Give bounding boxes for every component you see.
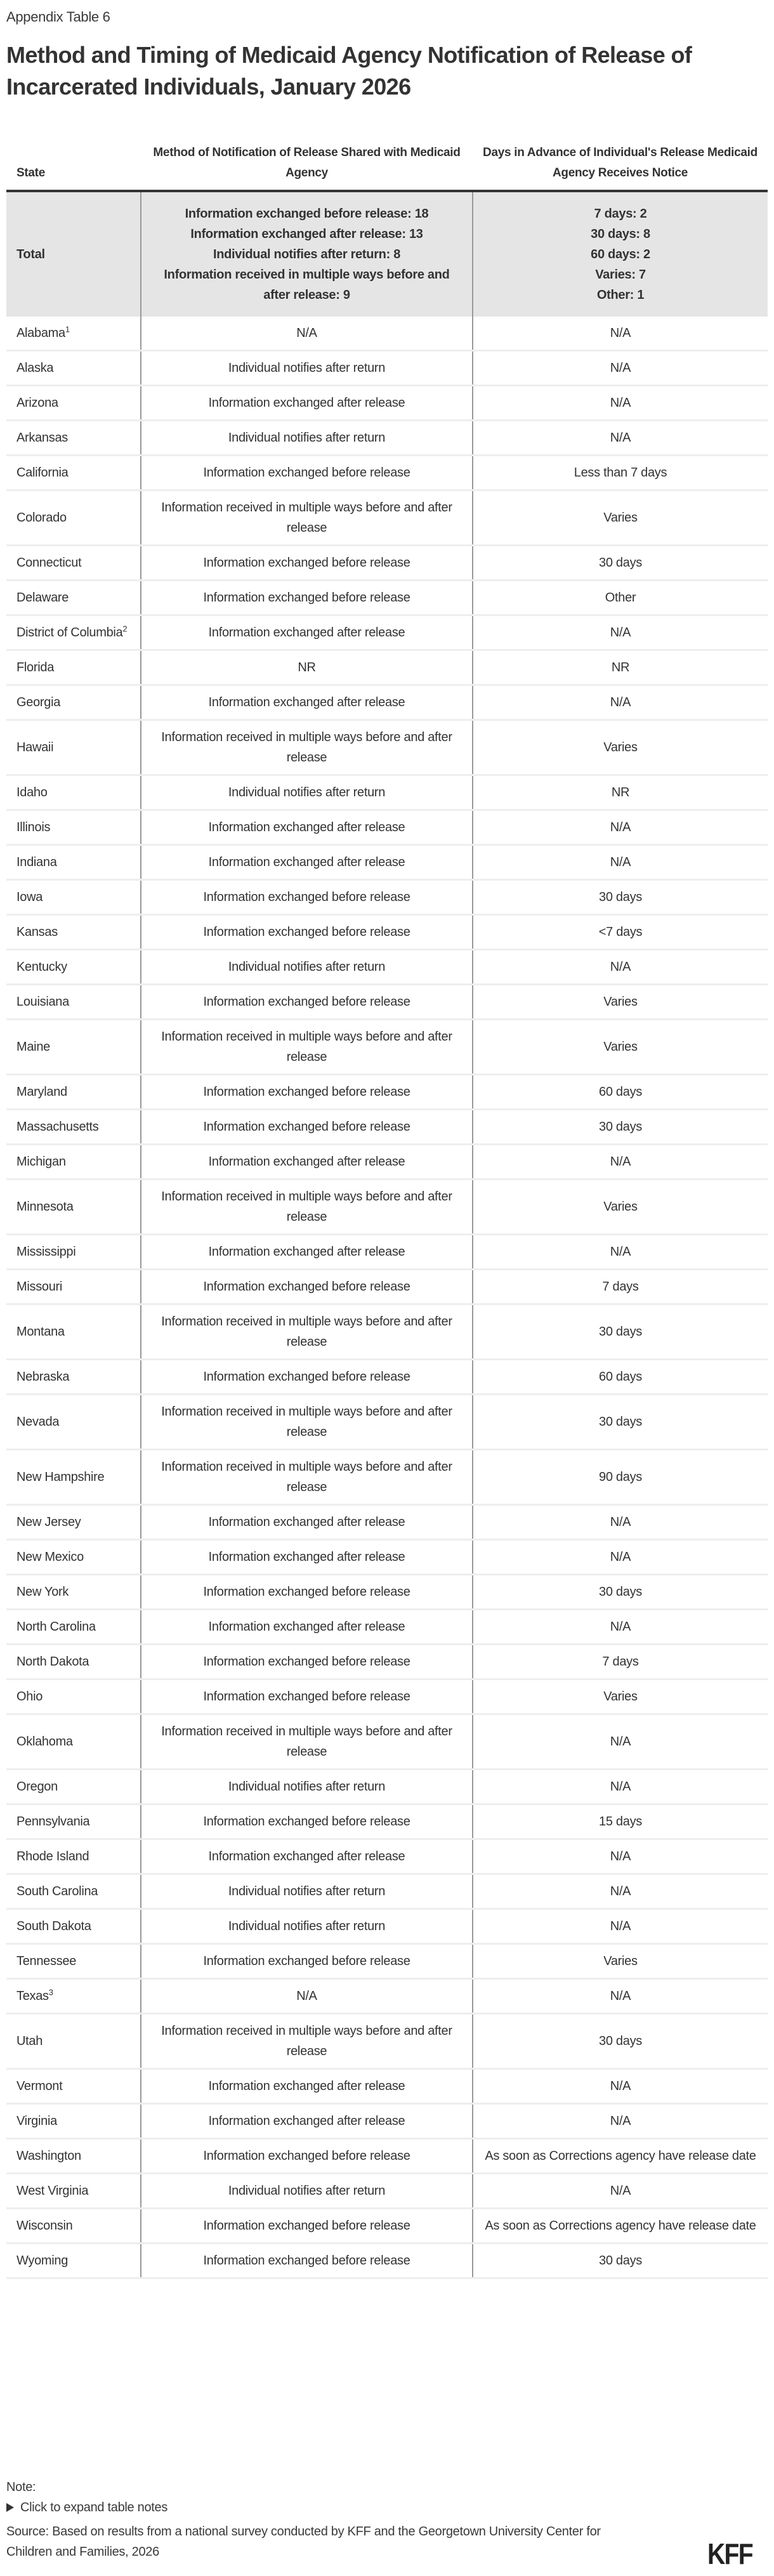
state-cell: [6, 810, 141, 845]
table-row: [6, 386, 768, 421]
state-cell: [6, 421, 141, 456]
method-cell: N/A: [141, 317, 473, 351]
state-name: Mississippi: [16, 1245, 76, 1259]
footnote-marker: 2: [122, 624, 128, 634]
days-cell: 60 days: [473, 1075, 768, 1110]
method-cell: Information exchanged before release: [141, 1360, 473, 1395]
state-name: Arizona: [16, 396, 58, 410]
state-cell: [6, 1450, 141, 1505]
total-method-line: Individual notifies after return: 8: [213, 247, 401, 261]
state-cell: [6, 1270, 141, 1304]
state-name: Oregon: [16, 1780, 58, 1794]
table-row: [6, 1714, 768, 1770]
method-cell: Information exchanged before release: [141, 1110, 473, 1145]
state-name: Ohio: [16, 1690, 43, 1704]
days-cell: N/A: [473, 685, 768, 720]
data-table: [6, 143, 768, 2279]
days-cell: 7 days: [473, 1645, 768, 1679]
state-name: Rhode Island: [16, 1850, 89, 1863]
table-row: [6, 845, 768, 880]
state-name: New Jersey: [16, 1515, 81, 1529]
table-row: [6, 1395, 768, 1450]
state-name: Maine: [16, 1040, 50, 1054]
state-name: Kentucky: [16, 960, 67, 974]
method-cell: Information exchanged before release: [141, 456, 473, 490]
state-cell: [6, 650, 141, 685]
table-row: [6, 985, 768, 1020]
total-method-line: Information received in multiple ways before and after release: 9: [164, 268, 450, 302]
days-cell: N/A: [473, 421, 768, 456]
state-cell: [6, 950, 141, 985]
state-cell: [6, 317, 141, 351]
state-name: Wyoming: [16, 2254, 69, 2268]
state-cell: [6, 1839, 141, 1874]
state-name: Arkansas: [16, 431, 68, 445]
state-name: Indiana: [16, 855, 57, 869]
table-row: [6, 1679, 768, 1714]
table-row: [6, 615, 768, 650]
state-cell: [6, 490, 141, 546]
state-cell: [6, 1944, 141, 1979]
days-cell: N/A: [473, 615, 768, 650]
method-cell: Individual notifies after return: [141, 2174, 473, 2209]
method-cell: Information exchanged before release: [141, 546, 473, 581]
table-row: [6, 351, 768, 386]
method-cell: Individual notifies after return: [141, 351, 473, 386]
total-days-cell: [473, 191, 768, 317]
days-cell: 7 days: [473, 1270, 768, 1304]
table-row: [6, 1075, 768, 1110]
days-cell: As soon as Corrections agency have release date: [473, 2209, 768, 2244]
state-name: Florida: [16, 660, 55, 674]
state-name: Louisiana: [16, 995, 69, 1009]
triangle-right-icon: [6, 2503, 14, 2512]
state-name: Maryland: [16, 1085, 67, 1099]
table-row: [6, 317, 768, 351]
total-method-line: Information exchanged after release: 13: [190, 227, 423, 241]
days-cell: N/A: [473, 2174, 768, 2209]
days-cell: As soon as Corrections agency have release date: [473, 2139, 768, 2174]
table-row: [6, 1304, 768, 1360]
state-name: Connecticut: [16, 556, 82, 570]
days-cell: 30 days: [473, 1110, 768, 1145]
total-days-line: Other: 1: [596, 288, 645, 302]
state-name: Alabama: [16, 326, 65, 340]
state-cell: [6, 2244, 141, 2278]
method-cell: Information exchanged before release: [141, 2139, 473, 2174]
state-cell: [6, 1180, 141, 1235]
days-cell: Less than 7 days: [473, 456, 768, 490]
method-cell: N/A: [141, 1979, 473, 2014]
method-cell: Information exchanged after release: [141, 2069, 473, 2104]
state-cell: [6, 1770, 141, 1804]
state-name: Illinois: [16, 820, 51, 834]
total-days-line: 60 days: 2: [591, 247, 650, 261]
method-cell: Information exchanged before release: [141, 1944, 473, 1979]
days-cell: N/A: [473, 1714, 768, 1770]
expand-table-notes-toggle[interactable]: [6, 2497, 768, 2518]
state-name: Idaho: [16, 785, 48, 799]
method-cell: Information exchanged before release: [141, 985, 473, 1020]
state-cell: [6, 1874, 141, 1909]
state-name: California: [16, 466, 69, 480]
state-cell: [6, 456, 141, 490]
state-name: North Carolina: [16, 1620, 96, 1634]
table-row: [6, 1610, 768, 1645]
table-row: [6, 581, 768, 615]
days-cell: N/A: [473, 2069, 768, 2104]
total-days-line: 7 days: 2: [594, 207, 647, 221]
days-cell: N/A: [473, 351, 768, 386]
table-row: [6, 1944, 768, 1979]
table-row: [6, 1979, 768, 2014]
method-cell: Information received in multiple ways before and after release: [141, 1020, 473, 1075]
table-row: [6, 880, 768, 915]
state-cell: [6, 1304, 141, 1360]
state-cell: [6, 1360, 141, 1395]
method-cell: Information exchanged before release: [141, 1575, 473, 1610]
state-cell: [6, 2209, 141, 2244]
state-cell: [6, 2014, 141, 2069]
state-cell: [6, 2139, 141, 2174]
state-cell: [6, 615, 141, 650]
state-cell: [6, 685, 141, 720]
state-name: Tennessee: [16, 1954, 77, 1968]
state-name: Nevada: [16, 1415, 60, 1429]
state-cell: [6, 1645, 141, 1679]
table-row: [6, 1575, 768, 1610]
state-name: Minnesota: [16, 1200, 74, 1214]
table-eyebrow: Appendix Table 6: [6, 9, 110, 25]
days-cell: 30 days: [473, 546, 768, 581]
days-cell: N/A: [473, 845, 768, 880]
state-name: Delaware: [16, 591, 69, 605]
state-cell: [6, 351, 141, 386]
table-row: [6, 1235, 768, 1270]
state-cell: [6, 2069, 141, 2104]
state-name: New York: [16, 1585, 69, 1599]
days-cell: 30 days: [473, 1395, 768, 1450]
state-cell: [6, 1979, 141, 2014]
state-cell: [6, 1804, 141, 1839]
method-cell: Individual notifies after return: [141, 775, 473, 810]
table-row: [6, 490, 768, 546]
method-cell: Information exchanged after release: [141, 1145, 473, 1180]
method-cell: Information received in multiple ways before and after release: [141, 490, 473, 546]
method-cell: Information exchanged after release: [141, 1610, 473, 1645]
days-cell: N/A: [473, 1979, 768, 2014]
state-cell: [6, 581, 141, 615]
state-name: Michigan: [16, 1155, 66, 1169]
days-cell: 30 days: [473, 1575, 768, 1610]
method-cell: Individual notifies after return: [141, 1770, 473, 1804]
state-name: Nebraska: [16, 1370, 70, 1384]
total-method-line: Information exchanged before release: 18: [185, 207, 429, 221]
method-cell: Information exchanged before release: [141, 1804, 473, 1839]
days-cell: N/A: [473, 386, 768, 421]
days-cell: N/A: [473, 2104, 768, 2139]
method-cell: Information exchanged before release: [141, 1270, 473, 1304]
state-name: Hawaii: [16, 740, 54, 754]
state-cell: [6, 1505, 141, 1540]
total-method-cell: [141, 191, 473, 317]
state-cell: [6, 1020, 141, 1075]
days-cell: Varies: [473, 1020, 768, 1075]
table-row: [6, 720, 768, 775]
days-cell: Varies: [473, 1679, 768, 1714]
table-row: [6, 1450, 768, 1505]
table-body: [6, 191, 768, 2278]
state-cell: [6, 845, 141, 880]
state-name: District of Columbia: [16, 626, 123, 640]
table-row: [6, 1505, 768, 1540]
table-row: [6, 2209, 768, 2244]
state-name: Georgia: [16, 695, 61, 709]
data-table-container: [6, 143, 768, 2279]
table-row: [6, 2104, 768, 2139]
column-header-method: Method of Notification of Release Shared with Medicaid Agency: [141, 143, 473, 191]
table-row: [6, 456, 768, 490]
state-name: Utah: [16, 2034, 43, 2048]
days-cell: N/A: [473, 1874, 768, 1909]
days-cell: 30 days: [473, 880, 768, 915]
footnote-marker: 1: [65, 324, 70, 334]
days-cell: Other: [473, 581, 768, 615]
method-cell: Information received in multiple ways before and after release: [141, 1450, 473, 1505]
days-cell: N/A: [473, 1610, 768, 1645]
table-row: [6, 1770, 768, 1804]
method-cell: Individual notifies after return: [141, 421, 473, 456]
kff-logo: KFF: [707, 2537, 752, 2570]
days-cell: N/A: [473, 1235, 768, 1270]
state-cell: [6, 2174, 141, 2209]
state-cell: [6, 1395, 141, 1450]
total-row: [6, 191, 768, 317]
method-cell: Information exchanged before release: [141, 1645, 473, 1679]
table-row: [6, 915, 768, 950]
method-cell: Information exchanged after release: [141, 1540, 473, 1575]
days-cell: N/A: [473, 1909, 768, 1944]
state-name: New Hampshire: [16, 1470, 105, 1484]
table-header-row: [6, 143, 768, 191]
method-cell: Information received in multiple ways before and after release: [141, 1395, 473, 1450]
table-row: [6, 2244, 768, 2278]
state-cell: [6, 915, 141, 950]
state-cell: [6, 720, 141, 775]
table-row: [6, 1645, 768, 1679]
state-cell: [6, 1610, 141, 1645]
days-cell: 60 days: [473, 1360, 768, 1395]
page-title: Method and Timing of Medicaid Agency Notification of Release of Incarcerated Individuals, January 2026: [6, 42, 692, 100]
state-cell: [6, 1714, 141, 1770]
state-name: Massachusetts: [16, 1120, 99, 1134]
method-cell: Information exchanged after release: [141, 685, 473, 720]
method-cell: Information received in multiple ways before and after release: [141, 720, 473, 775]
days-cell: N/A: [473, 1540, 768, 1575]
table-footer: [6, 2477, 768, 2562]
method-cell: Individual notifies after return: [141, 950, 473, 985]
table-row: [6, 2069, 768, 2104]
state-name: Wisconsin: [16, 2219, 73, 2233]
method-cell: Information exchanged after release: [141, 1839, 473, 1874]
table-row: [6, 810, 768, 845]
days-cell: Varies: [473, 720, 768, 775]
state-cell: [6, 1235, 141, 1270]
table-row: [6, 650, 768, 685]
method-cell: Information exchanged after release: [141, 1505, 473, 1540]
days-cell: N/A: [473, 1145, 768, 1180]
method-cell: Information exchanged before release: [141, 2244, 473, 2278]
table-row: [6, 775, 768, 810]
state-name: Alaska: [16, 361, 54, 375]
state-name: South Dakota: [16, 1919, 91, 1933]
state-cell: [6, 1110, 141, 1145]
state-cell: [6, 775, 141, 810]
source-note: Source: Based on results from a national survey conducted by KFF and the Georgetown University Center for Children and Families, 2026: [6, 2525, 601, 2559]
state-cell: [6, 386, 141, 421]
state-name: Virginia: [16, 2114, 57, 2128]
table-row: [6, 421, 768, 456]
table-row: [6, 1145, 768, 1180]
state-cell: [6, 1540, 141, 1575]
state-name: Pennsylvania: [16, 1815, 90, 1829]
method-cell: Information exchanged after release: [141, 386, 473, 421]
table-row: [6, 1839, 768, 1874]
days-cell: N/A: [473, 317, 768, 351]
table-row: [6, 2139, 768, 2174]
method-cell: Information exchanged before release: [141, 1679, 473, 1714]
state-name: South Carolina: [16, 1884, 98, 1898]
method-cell: Information exchanged before release: [141, 2209, 473, 2244]
total-days-line: Varies: 7: [595, 268, 646, 282]
table-row: [6, 1804, 768, 1839]
days-cell: <7 days: [473, 915, 768, 950]
days-cell: NR: [473, 775, 768, 810]
table-row: [6, 1180, 768, 1235]
days-cell: Varies: [473, 490, 768, 546]
table-row: [6, 1110, 768, 1145]
method-cell: Information received in multiple ways before and after release: [141, 2014, 473, 2069]
state-name: Texas: [16, 1989, 49, 2003]
table-row: [6, 1909, 768, 1944]
table-row: [6, 2174, 768, 2209]
state-cell: [6, 546, 141, 581]
table-row: [6, 1874, 768, 1909]
days-cell: N/A: [473, 1770, 768, 1804]
method-cell: NR: [141, 650, 473, 685]
note-label: Note:: [6, 2480, 36, 2494]
state-name: Washington: [16, 2149, 81, 2163]
state-name: Vermont: [16, 2079, 63, 2093]
state-name: West Virginia: [16, 2184, 89, 2198]
method-cell: Information received in multiple ways before and after release: [141, 1304, 473, 1360]
days-cell: 30 days: [473, 1304, 768, 1360]
days-cell: Varies: [473, 1944, 768, 1979]
days-cell: N/A: [473, 950, 768, 985]
state-cell: [6, 1575, 141, 1610]
state-cell: [6, 880, 141, 915]
total-days-line: 30 days: 8: [591, 227, 650, 241]
table-row: [6, 2014, 768, 2069]
days-cell: 30 days: [473, 2244, 768, 2278]
column-header-state: State: [6, 143, 141, 191]
method-cell: Information exchanged before release: [141, 1075, 473, 1110]
state-cell: [6, 1075, 141, 1110]
state-cell: [6, 1679, 141, 1714]
days-cell: 15 days: [473, 1804, 768, 1839]
footnote-marker: 3: [48, 1987, 53, 1997]
days-cell: 90 days: [473, 1450, 768, 1505]
state-name: Colorado: [16, 511, 67, 525]
table-row: [6, 1360, 768, 1395]
days-cell: 30 days: [473, 2014, 768, 2069]
days-cell: N/A: [473, 810, 768, 845]
state-name: Montana: [16, 1325, 65, 1339]
method-cell: Information exchanged after release: [141, 1235, 473, 1270]
method-cell: Information exchanged after release: [141, 2104, 473, 2139]
table-row: [6, 950, 768, 985]
days-cell: N/A: [473, 1505, 768, 1540]
method-cell: Information exchanged before release: [141, 581, 473, 615]
state-cell: [6, 1909, 141, 1944]
state-cell: [6, 1145, 141, 1180]
state-cell: [6, 985, 141, 1020]
state-cell: [6, 2104, 141, 2139]
state-name: Oklahoma: [16, 1735, 73, 1749]
days-cell: Varies: [473, 1180, 768, 1235]
method-cell: Information exchanged after release: [141, 810, 473, 845]
method-cell: Information exchanged after release: [141, 615, 473, 650]
state-name: North Dakota: [16, 1655, 89, 1669]
days-cell: NR: [473, 650, 768, 685]
state-name: Iowa: [16, 890, 43, 904]
column-header-days: Days in Advance of Individual's Release Medicaid Agency Receives Notice: [473, 143, 768, 191]
expand-table-notes-label: Click to expand table notes: [20, 2500, 168, 2514]
table-row: [6, 1270, 768, 1304]
method-cell: Information exchanged after release: [141, 845, 473, 880]
method-cell: Information exchanged before release: [141, 915, 473, 950]
table-row: [6, 1540, 768, 1575]
state-name: Missouri: [16, 1280, 63, 1294]
table-row: [6, 546, 768, 581]
table-row: [6, 685, 768, 720]
method-cell: Information received in multiple ways before and after release: [141, 1180, 473, 1235]
days-cell: Varies: [473, 985, 768, 1020]
method-cell: Information exchanged before release: [141, 880, 473, 915]
state-name: Kansas: [16, 925, 58, 939]
method-cell: Information received in multiple ways before and after release: [141, 1714, 473, 1770]
method-cell: Individual notifies after return: [141, 1874, 473, 1909]
table-row: [6, 1020, 768, 1075]
method-cell: Individual notifies after return: [141, 1909, 473, 1944]
state-name: New Mexico: [16, 1550, 84, 1564]
days-cell: N/A: [473, 1839, 768, 1874]
total-label: Total: [6, 191, 141, 317]
